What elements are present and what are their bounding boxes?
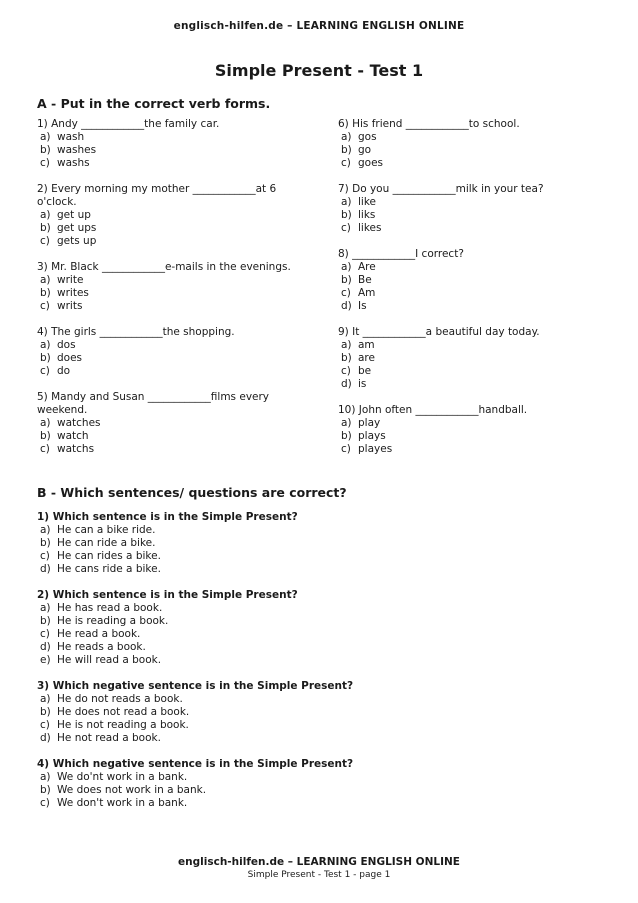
- question: [37, 326, 302, 378]
- option-letter: b): [341, 144, 352, 156]
- answer-option: [338, 417, 598, 430]
- question-stem: 2) Which sentence is in the Simple Present?: [37, 589, 298, 601]
- option-letter: a): [40, 602, 51, 614]
- question-stem: 3) Which negative sentence is in the Simple Present?: [37, 680, 354, 692]
- option-text: do: [57, 365, 71, 377]
- question: [37, 261, 302, 313]
- answer-option: [37, 287, 302, 300]
- answer-option: [37, 784, 597, 797]
- option-letter: b): [40, 615, 51, 627]
- option-text: be: [358, 365, 372, 377]
- option-text: write: [57, 274, 84, 286]
- section-a-heading: A - Put in the correct verb forms.: [37, 96, 271, 111]
- option-letter: b): [40, 706, 51, 718]
- question-stem: 4) The girls ____________the shopping.: [37, 326, 235, 338]
- answer-option: [338, 339, 598, 352]
- option-letter: b): [40, 430, 51, 442]
- option-letter: b): [341, 274, 352, 286]
- page-footer: [0, 856, 638, 880]
- option-letter: b): [341, 430, 352, 442]
- option-text: washes: [57, 144, 97, 156]
- answer-option: [37, 157, 302, 170]
- question-stem: 9) It ____________a beautiful day today.: [338, 326, 540, 338]
- option-text: He not read a book.: [57, 732, 161, 744]
- option-text: play: [358, 417, 381, 429]
- answer-option: [338, 378, 598, 391]
- question: [338, 118, 598, 170]
- option-text: Am: [358, 287, 376, 299]
- option-text: writs: [57, 300, 83, 312]
- answer-option: [37, 550, 597, 563]
- option-text: get up: [57, 209, 91, 221]
- question-stem: 6) His friend ____________to school.: [338, 118, 520, 130]
- answer-option: [37, 563, 597, 576]
- answer-option: [37, 131, 302, 144]
- option-letter: d): [341, 378, 352, 390]
- option-letter: a): [40, 209, 51, 221]
- section-b-heading: B - Which sentences/ questions are correct?: [37, 485, 347, 500]
- option-text: He will read a book.: [57, 654, 162, 666]
- option-text: watch: [57, 430, 89, 442]
- option-text: He reads a book.: [57, 641, 146, 653]
- option-letter: a): [341, 417, 352, 429]
- answer-option: [37, 430, 302, 443]
- question-stem: 7) Do you ____________milk in your tea?: [338, 183, 544, 195]
- option-letter: d): [40, 732, 51, 744]
- answer-option: [338, 261, 598, 274]
- question-stem: 3) Mr. Black ____________e-mails in the evenings.: [37, 261, 291, 273]
- option-letter: c): [341, 157, 351, 169]
- answer-option: [37, 732, 597, 745]
- option-text: plays: [358, 430, 386, 442]
- option-letter: b): [40, 537, 51, 549]
- option-text: go: [358, 144, 372, 156]
- answer-option: [338, 287, 598, 300]
- option-letter: a): [40, 524, 51, 536]
- question: [37, 511, 597, 576]
- answer-option: [37, 209, 302, 222]
- option-text: He is reading a book.: [57, 615, 169, 627]
- option-text: He has read a book.: [57, 602, 163, 614]
- option-letter: c): [40, 550, 50, 562]
- option-text: wash: [57, 131, 85, 143]
- option-letter: b): [40, 222, 51, 234]
- option-text: writes: [57, 287, 89, 299]
- answer-option: [37, 797, 597, 810]
- answer-option: [37, 300, 302, 313]
- answer-option: [338, 157, 598, 170]
- question: [37, 118, 302, 170]
- option-text: washs: [57, 157, 90, 169]
- answer-option: [338, 352, 598, 365]
- option-letter: b): [341, 209, 352, 221]
- option-letter: b): [40, 287, 51, 299]
- question: [37, 391, 302, 456]
- answer-option: [338, 196, 598, 209]
- answer-option: [37, 615, 597, 628]
- answer-option: [37, 602, 597, 615]
- answer-option: [37, 443, 302, 456]
- answer-option: [37, 693, 597, 706]
- option-letter: e): [40, 654, 51, 666]
- question-stem: 1) Which sentence is in the Simple Present?: [37, 511, 298, 523]
- question-stem: 10) John often ____________handball.: [338, 404, 528, 416]
- question-stem: 4) Which negative sentence is in the Simple Present?: [37, 758, 354, 770]
- option-text: He read a book.: [57, 628, 141, 640]
- answer-option: [37, 222, 302, 235]
- answer-option: [338, 300, 598, 313]
- option-text: playes: [358, 443, 393, 455]
- option-text: He can ride a bike.: [57, 537, 156, 549]
- answer-option: [37, 654, 597, 667]
- page-title: Simple Present - Test 1: [214, 61, 424, 80]
- option-letter: c): [40, 157, 50, 169]
- option-text: gets up: [57, 235, 97, 247]
- option-letter: a): [40, 274, 51, 286]
- option-letter: c): [40, 365, 50, 377]
- answer-option: [37, 641, 597, 654]
- option-text: like: [358, 196, 377, 208]
- question-stem: 8) ____________I correct?: [338, 248, 464, 260]
- option-text: get ups: [57, 222, 97, 234]
- option-text: watchs: [57, 443, 95, 455]
- option-text: liks: [358, 209, 376, 221]
- option-text: He can a bike ride.: [57, 524, 156, 536]
- option-text: He do not reads a book.: [57, 693, 183, 705]
- footer-site: englisch-hilfen.de – LEARNING ENGLISH ONLINE: [178, 856, 460, 868]
- option-letter: c): [341, 287, 351, 299]
- option-letter: b): [341, 352, 352, 364]
- option-letter: c): [341, 443, 351, 455]
- question-stem: 2) Every morning my mother ____________at 6 o'clock.: [37, 183, 280, 208]
- option-letter: a): [40, 339, 51, 351]
- answer-option: [338, 131, 598, 144]
- question: [37, 589, 597, 667]
- option-letter: b): [40, 144, 51, 156]
- option-letter: d): [341, 300, 352, 312]
- question: [37, 183, 302, 248]
- answer-option: [37, 719, 597, 732]
- option-letter: d): [40, 641, 51, 653]
- answer-option: [37, 235, 302, 248]
- option-text: He is not reading a book.: [57, 719, 189, 731]
- option-text: He can rides a bike.: [57, 550, 161, 562]
- answer-option: [37, 144, 302, 157]
- option-letter: c): [40, 443, 50, 455]
- option-text: goes: [358, 157, 384, 169]
- option-letter: c): [40, 628, 50, 640]
- section-a-left-column: [37, 118, 302, 469]
- answer-option: [37, 365, 302, 378]
- answer-option: [338, 274, 598, 287]
- answer-option: [338, 443, 598, 456]
- option-letter: c): [341, 222, 351, 234]
- option-letter: d): [40, 563, 51, 575]
- option-letter: b): [40, 352, 51, 364]
- option-text: Be: [358, 274, 372, 286]
- option-text: We does not work in a bank.: [57, 784, 207, 796]
- option-text: likes: [358, 222, 382, 234]
- option-text: is: [358, 378, 367, 390]
- option-letter: a): [40, 131, 51, 143]
- question: [37, 758, 597, 810]
- answer-option: [37, 706, 597, 719]
- answer-option: [37, 417, 302, 430]
- answer-option: [37, 537, 597, 550]
- option-text: does: [57, 352, 83, 364]
- option-letter: c): [341, 365, 351, 377]
- question: [37, 680, 597, 745]
- option-letter: a): [341, 339, 352, 351]
- answer-option: [37, 352, 302, 365]
- answer-option: [37, 771, 597, 784]
- option-text: Are: [358, 261, 376, 273]
- answer-option: [37, 628, 597, 641]
- question-stem: 1) Andy ____________the family car.: [37, 118, 220, 130]
- section-b-question-list: [37, 511, 597, 823]
- question: [338, 183, 598, 235]
- question: [338, 248, 598, 313]
- option-text: We do'nt work in a bank.: [57, 771, 188, 783]
- option-letter: a): [40, 417, 51, 429]
- question-stem: 5) Mandy and Susan ____________films every weekend.: [37, 391, 273, 416]
- option-text: gos: [358, 131, 377, 143]
- answer-option: [338, 430, 598, 443]
- question: [338, 404, 598, 456]
- option-letter: c): [40, 300, 50, 312]
- option-text: dos: [57, 339, 76, 351]
- option-text: am: [358, 339, 375, 351]
- answer-option: [338, 144, 598, 157]
- option-letter: a): [40, 693, 51, 705]
- option-text: He cans ride a bike.: [57, 563, 161, 575]
- option-text: watches: [57, 417, 101, 429]
- section-a-right-column: [338, 118, 598, 469]
- site-header: englisch-hilfen.de – LEARNING ENGLISH ONLINE: [173, 20, 465, 32]
- option-letter: b): [40, 784, 51, 796]
- option-letter: a): [341, 261, 352, 273]
- option-letter: a): [341, 131, 352, 143]
- option-text: are: [358, 352, 375, 364]
- option-letter: c): [40, 719, 50, 731]
- option-letter: c): [40, 797, 50, 809]
- answer-option: [338, 222, 598, 235]
- option-letter: a): [341, 196, 352, 208]
- footer-page-label: Simple Present - Test 1 - page 1: [247, 870, 391, 880]
- answer-option: [338, 365, 598, 378]
- question: [338, 326, 598, 391]
- option-letter: a): [40, 771, 51, 783]
- answer-option: [37, 524, 597, 537]
- answer-option: [37, 339, 302, 352]
- answer-option: [338, 209, 598, 222]
- option-text: Is: [358, 300, 367, 312]
- option-letter: c): [40, 235, 50, 247]
- answer-option: [37, 274, 302, 287]
- option-text: We don't work in a bank.: [57, 797, 188, 809]
- option-text: He does not read a book.: [57, 706, 190, 718]
